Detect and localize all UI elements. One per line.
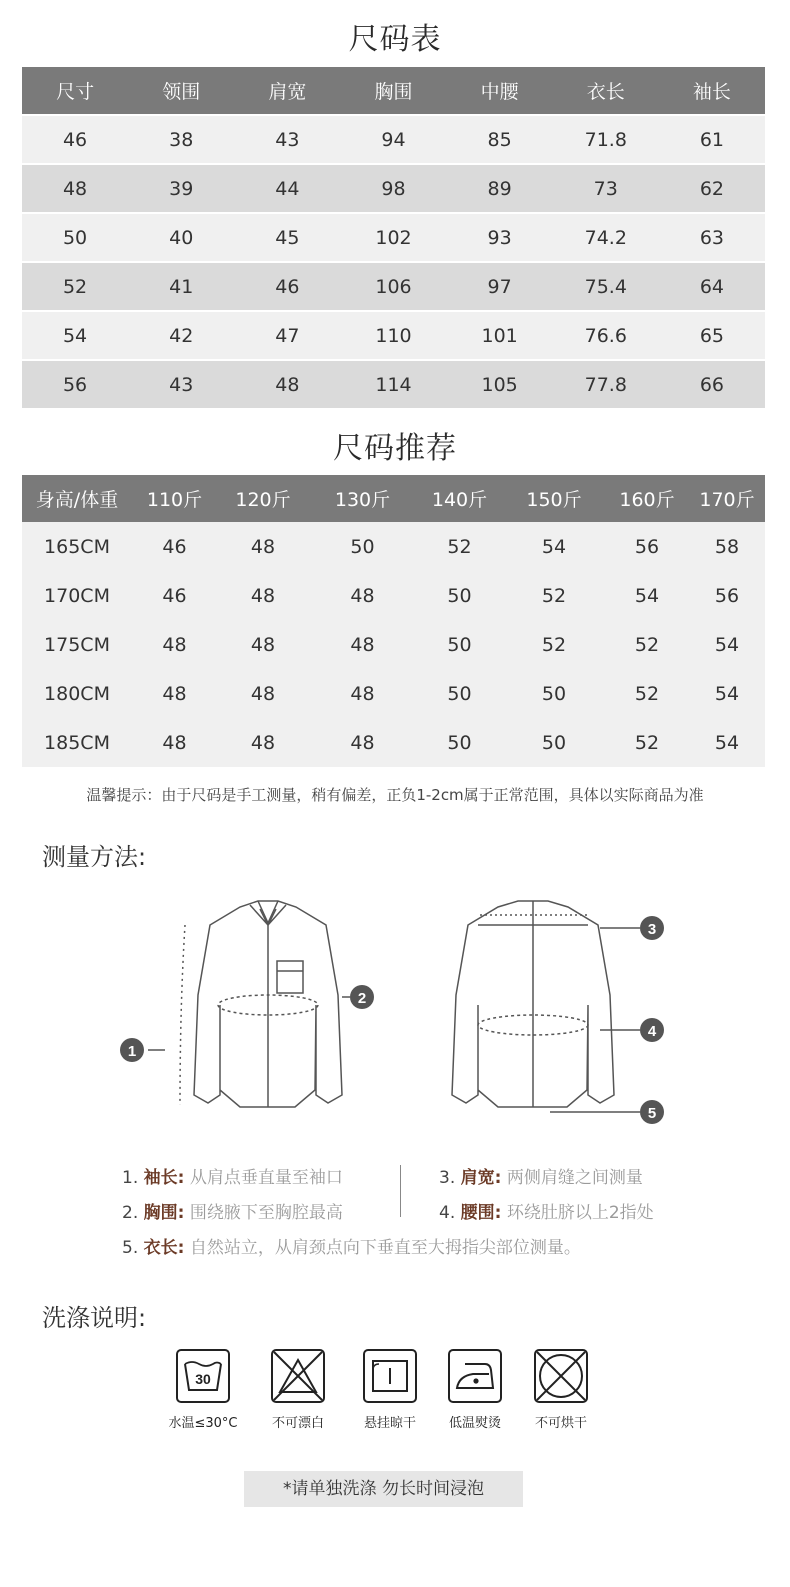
size-chart-cell: 75.4 [553,262,659,311]
size-chart-cell: 85 [447,115,553,164]
recommendation-cell: 52 [605,669,689,718]
size-chart-cell: 106 [340,262,446,311]
care-low-iron: 低温熨烫 [430,1348,520,1431]
recommendation-cell: 170CM [22,571,132,620]
recommendation-cell: 54 [689,669,765,718]
recommendation-cell: 52 [605,620,689,669]
care-no-bleach: 不可漂白 [253,1348,343,1431]
size-chart-header-cell: 衣长 [553,67,659,115]
legend-divider [400,1165,401,1217]
size-chart-cell: 46 [234,262,340,311]
table-row [22,164,765,213]
size-chart-table [22,67,765,408]
size-chart-cell: 76.6 [553,311,659,360]
table-row [22,669,765,718]
recommendation-header-cell: 120斤 [217,475,309,522]
size-chart-cell: 54 [22,311,128,360]
size-chart-cell: 63 [659,213,765,262]
table-row [22,571,765,620]
svg-text:5: 5 [647,1105,657,1122]
recommendation-title: 尺码推荐 [333,431,457,466]
size-chart-cell: 94 [340,115,446,164]
legend-length: 5. 衣长: 自然站立，从肩颈点向下垂直至大拇指尖部位测量。 [122,1238,581,1258]
size-chart-cell: 77.8 [553,360,659,408]
size-chart-header-cell: 领围 [128,67,234,115]
recommendation-cell: 48 [132,620,217,669]
recommendation-cell: 54 [503,522,605,571]
size-chart-cell: 47 [234,311,340,360]
size-chart-cell: 50 [22,213,128,262]
size-chart-cell: 89 [447,164,553,213]
washing-notice: *请单独洗涤 勿长时间浸泡 [244,1471,523,1507]
recommendation-cell: 48 [217,571,309,620]
legend-sleeve: 1. 袖长: 从肩点垂直量至袖口 [122,1168,343,1188]
size-chart-cell: 38 [128,115,234,164]
recommendation-cell: 50 [503,718,605,767]
recommendation-cell: 52 [416,522,503,571]
size-chart-cell: 61 [659,115,765,164]
recommendation-header-cell: 170斤 [689,475,765,522]
size-chart-cell: 74.2 [553,213,659,262]
svg-text:3: 3 [647,921,657,938]
table-row [22,718,765,767]
size-chart-cell: 48 [22,164,128,213]
marker-4-icon [640,1018,664,1042]
recommendation-cell: 50 [416,669,503,718]
size-tip: 温馨提示：由于尺码是手工测量，稍有偏差，正负1-2cm属于正常范围，具体以实际商品为准 [86,786,704,804]
svg-text:4: 4 [647,1023,657,1040]
size-chart-cell: 43 [128,360,234,408]
recommendation-cell: 48 [217,669,309,718]
recommendation-cell: 48 [132,718,217,767]
size-chart-cell: 66 [659,360,765,408]
svg-text:1: 1 [127,1043,137,1060]
marker-5-icon [640,1100,664,1124]
size-chart-header-cell: 袖长 [659,67,765,115]
recommendation-cell: 52 [503,571,605,620]
size-chart-cell: 44 [234,164,340,213]
recommendation-cell: 50 [416,571,503,620]
legend-chest: 2. 胸围: 围绕腋下至胸腔最高 [122,1203,343,1223]
washing-title: 洗涤说明: [42,1304,147,1332]
size-chart-header-cell: 中腰 [447,67,553,115]
recommendation-header-cell: 110斤 [132,475,217,522]
size-chart-cell: 93 [447,213,553,262]
recommendation-cell: 185CM [22,718,132,767]
size-chart-cell: 42 [128,311,234,360]
size-chart-cell: 52 [22,262,128,311]
wash-30-icon [175,1348,231,1404]
table-row [22,115,765,164]
recommendation-cell: 50 [416,718,503,767]
recommendation-cell: 46 [132,571,217,620]
size-chart-cell: 41 [128,262,234,311]
recommendation-cell: 56 [605,522,689,571]
recommendation-header-cell: 130斤 [309,475,416,522]
recommendation-cell: 175CM [22,620,132,669]
size-chart-cell: 65 [659,311,765,360]
size-chart-header-cell: 胸围 [340,67,446,115]
recommendation-cell: 58 [689,522,765,571]
recommendation-header-cell: 150斤 [503,475,605,522]
recommendation-cell: 48 [309,571,416,620]
table-row [22,311,765,360]
size-chart-header-cell: 尺寸 [22,67,128,115]
size-chart-cell: 43 [234,115,340,164]
recommendation-cell: 46 [132,522,217,571]
size-chart-header-row [22,67,765,115]
size-chart-cell: 101 [447,311,553,360]
size-chart-cell: 73 [553,164,659,213]
recommendation-cell: 48 [217,620,309,669]
no-bleach-icon [270,1348,326,1404]
size-chart-cell: 62 [659,164,765,213]
low-iron-icon [447,1348,503,1404]
recommendation-cell: 50 [416,620,503,669]
recommendation-cell: 50 [503,669,605,718]
shirt-back-illustration [452,901,614,1107]
table-row [22,213,765,262]
size-chart-cell: 45 [234,213,340,262]
recommendation-header-cell: 160斤 [605,475,689,522]
size-chart-cell: 56 [22,360,128,408]
recommendation-header-row [22,475,765,522]
size-chart-cell: 97 [447,262,553,311]
care-no-tumble-dry: 不可烘干 [516,1348,606,1431]
legend-shoulder: 3. 肩宽: 两侧肩缝之间测量 [439,1168,643,1188]
shirt-front-illustration [180,901,342,1107]
recommendation-cell: 48 [217,718,309,767]
table-row [22,262,765,311]
size-chart-cell: 114 [340,360,446,408]
legend-waist: 4. 腰围: 环绕肚脐以上2指处 [439,1203,654,1223]
care-wash-30: 30 水温≤30°C [158,1348,248,1431]
recommendation-cell: 50 [309,522,416,571]
recommendation-header-cell: 140斤 [416,475,503,522]
no-tumble-dry-icon [533,1348,589,1404]
recommendation-cell: 56 [689,571,765,620]
size-chart-cell: 105 [447,360,553,408]
size-chart-cell: 110 [340,311,446,360]
table-row [22,522,765,571]
recommendation-cell: 180CM [22,669,132,718]
hang-dry-icon [362,1348,418,1404]
recommendation-cell: 48 [309,620,416,669]
size-chart-cell: 46 [22,115,128,164]
size-chart-cell: 102 [340,213,446,262]
size-chart-cell: 64 [659,262,765,311]
size-chart-cell: 71.8 [553,115,659,164]
recommendation-cell: 52 [605,718,689,767]
table-row [22,620,765,669]
size-chart-header-cell: 肩宽 [234,67,340,115]
recommendation-cell: 48 [132,669,217,718]
recommendation-header-cell: 身高/体重 [22,475,132,522]
recommendation-cell: 54 [689,718,765,767]
recommendation-cell: 165CM [22,522,132,571]
recommendation-cell: 54 [605,571,689,620]
size-chart-cell: 98 [340,164,446,213]
measurement-title: 测量方法: [42,843,147,871]
marker-2-icon [350,985,374,1009]
recommendation-cell: 48 [217,522,309,571]
recommendation-table [22,475,765,767]
marker-1-icon [120,1038,144,1062]
care-hang-dry: 悬挂晾干 [345,1348,435,1431]
shirt-measurement-diagram [110,885,690,1135]
table-row [22,360,765,408]
recommendation-cell: 52 [503,620,605,669]
svg-text:30: 30 [195,1371,211,1387]
recommendation-cell: 48 [309,718,416,767]
size-chart-cell: 48 [234,360,340,408]
svg-text:2: 2 [357,990,367,1007]
recommendation-cell: 48 [309,669,416,718]
marker-3-icon [640,916,664,940]
size-chart-title: 尺码表 [348,22,442,57]
recommendation-cell: 54 [689,620,765,669]
size-chart-cell: 39 [128,164,234,213]
size-chart-cell: 40 [128,213,234,262]
